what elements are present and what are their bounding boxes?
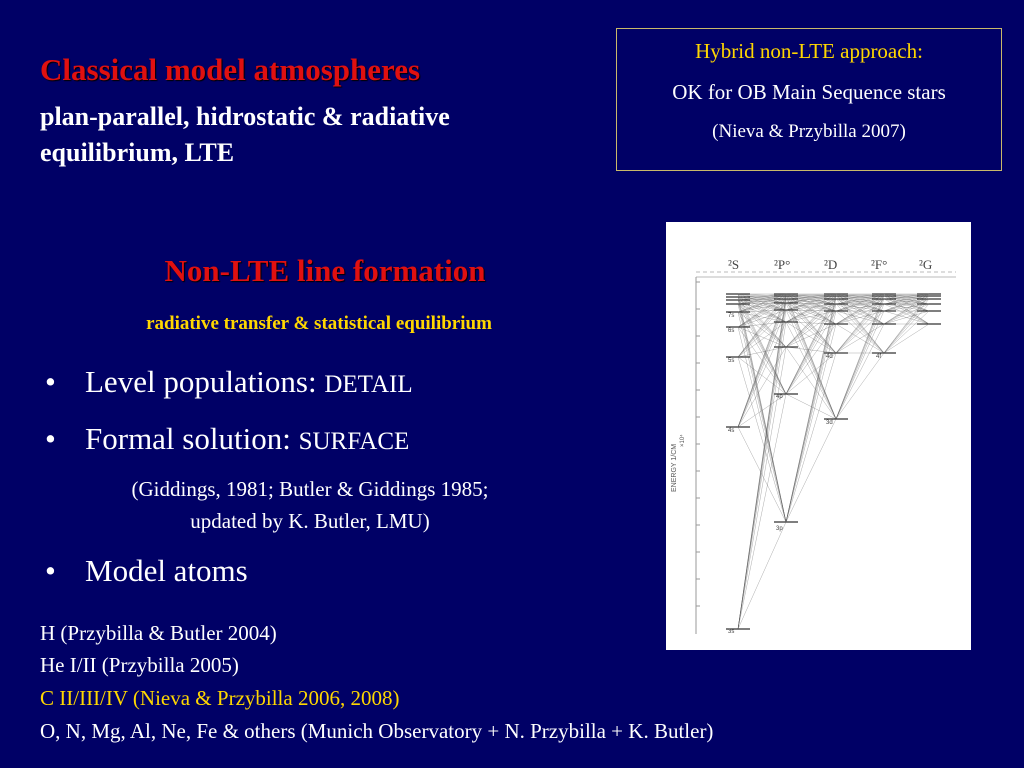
bullet-formal-solution [45, 421, 409, 457]
transition-line [786, 353, 836, 522]
citation-line-2: updated by K. Butler, LMU) [190, 509, 430, 533]
level-label-6s: 6s [728, 328, 735, 334]
level-label-5s: 5s [728, 358, 735, 364]
transition-lines [738, 294, 929, 629]
energy-levels [726, 294, 941, 629]
hybrid-approach-box [616, 28, 1002, 171]
energy-axis-multiplier: ×10⁴ [680, 434, 686, 447]
bullet-dot: • [45, 421, 56, 456]
citation-line-1: (Giddings, 1981; Butler & Giddings 1985; [131, 477, 489, 501]
column-label-g: ²G [919, 257, 933, 272]
transition-line [738, 427, 786, 522]
transition-line [836, 324, 884, 419]
transition-line [786, 311, 836, 522]
transition-line [738, 347, 786, 427]
grotrian-diagram [666, 222, 971, 650]
slide-subtitle [40, 99, 580, 171]
transition-line [884, 311, 929, 353]
model-atom-he: He I/II (Przybilla 2005) [40, 653, 239, 677]
level-label-4f: 4f [876, 354, 882, 360]
transition-line [738, 522, 786, 629]
level-label-7s: 7s [728, 313, 735, 319]
transition-line [786, 419, 836, 522]
slide-title: Classical model atmospheres [40, 52, 421, 87]
bullet-level-populations [45, 364, 413, 400]
hybrid-box-reference: (Nieva & Przybilla 2007) [712, 121, 906, 142]
column-label-d: ²D [824, 257, 838, 272]
level-label-3s: 3s [728, 629, 735, 635]
transition-line [836, 353, 884, 419]
column-label-p: ²P° [774, 257, 791, 272]
transition-line [738, 394, 786, 629]
code-citation [40, 473, 580, 537]
bullet-value: SURFACE [298, 428, 410, 455]
column-label-f: ²F° [871, 257, 888, 272]
bullet-dot: • [45, 364, 56, 399]
transition-line [836, 311, 884, 419]
transition-line [786, 324, 836, 347]
section-title: Non-LTE line formation [164, 253, 486, 288]
transition-line [786, 394, 836, 419]
bullet-label: Formal solution: [85, 421, 299, 456]
transition-line [836, 304, 884, 419]
level-label-4p: 4p [776, 394, 783, 400]
bullet-label: Model atoms [85, 553, 248, 588]
bullet-dot: • [45, 553, 56, 588]
model-atom-c: C II/III/IV (Nieva & Przybilla 2006, 2008) [40, 686, 400, 710]
subtitle-line-1: plan-parallel, hidrostatic & radiative [40, 102, 450, 131]
hybrid-box-text: OK for OB Main Sequence stars [672, 80, 946, 104]
grotrian-diagram-svg [666, 222, 971, 650]
bullet-value: DETAIL [324, 371, 413, 398]
level-label-4d: 4d [826, 354, 833, 360]
level-label-4s: 4s [728, 428, 735, 434]
hybrid-box-heading: Hybrid non-LTE approach: [695, 39, 923, 63]
transition-line [786, 304, 836, 394]
level-label-3d: 3d [826, 420, 833, 426]
model-atom-h: H (Przybilla & Butler 2004) [40, 621, 277, 645]
section-subtitle: radiative transfer & statistical equilibrium [146, 313, 492, 334]
transition-line [786, 310, 836, 419]
transition-line [786, 347, 836, 353]
axis-ticks [696, 282, 700, 606]
bullet-label: Level populations: [85, 364, 325, 399]
bullet-model-atoms [45, 553, 248, 589]
energy-axis-label: ENERGY 1/CM [671, 443, 678, 492]
subtitle-line-2: equilibrium, LTE [40, 138, 235, 167]
level-label-3p: 3p [776, 526, 783, 532]
model-atom-others: O, N, Mg, Al, Ne, Fe & others (Munich Observatory + N. Przybilla + K. Butler) [40, 719, 714, 743]
column-label-s: ²S [728, 257, 740, 272]
transition-line [738, 327, 786, 522]
